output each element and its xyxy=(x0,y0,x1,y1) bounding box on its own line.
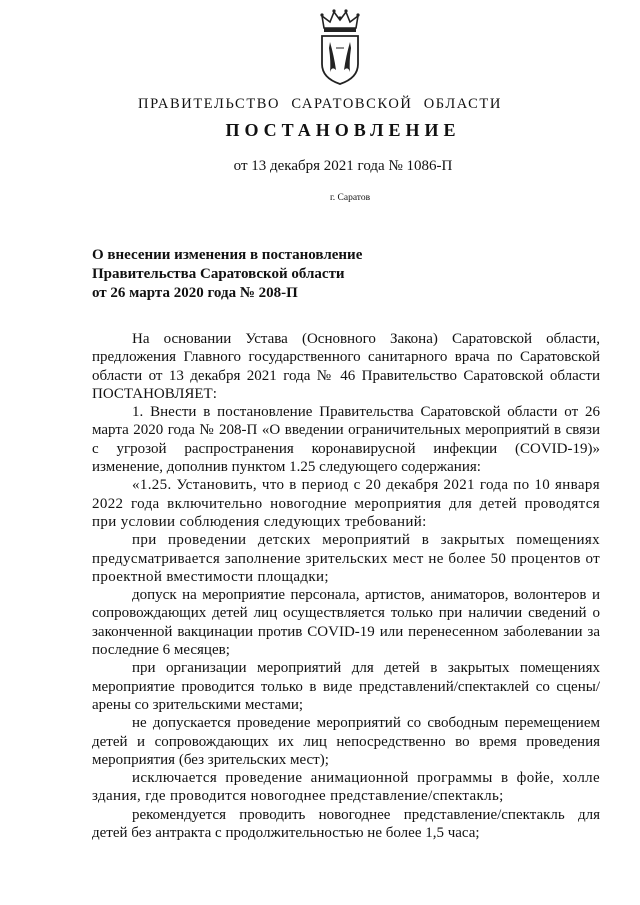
body-paragraph: «1.25. Установить, что в период с 20 декабря 2021 года по 10 января 2022 года включительно новогодние мероприятия для детей проводятся при условии соблюдения следующих требований: xyxy=(92,477,600,530)
subject-line: Правительства Саратовской области xyxy=(92,266,345,282)
body-paragraph: при организации мероприятий для детей в закрытых помещениях мероприятие проводится только в виде представлений/спектаклей со сцены/арены со зрительскими местами; xyxy=(92,660,600,713)
body-paragraph: допуск на мероприятие персонала, артистов, аниматоров, волонтеров и сопровождающих детей лиц осуществляется только при наличии сведений о законченной вакцинации против COVID-19 или перенесенном заболевании за последние 6 месяцев; xyxy=(92,587,600,659)
document-subject xyxy=(92,246,452,303)
organization-name: ПРАВИТЕЛЬСТВО САРАТОВСКОЙ ОБЛАСТИ xyxy=(138,96,502,112)
body-paragraph: На основании Устава (Основного Закона) Саратовской области, предложения Главного государственного санитарного врача по Саратовской области от 13 декабря 2021 года № 46 Правительство Саратовской области ПОСТАНОВЛЯЕТ: xyxy=(92,331,600,402)
subject-line: от 26 марта 2020 года № 208-П xyxy=(92,285,298,301)
document-date-number: от 13 декабря 2021 года № 1086-П xyxy=(233,158,453,174)
city-label: г. Саратов xyxy=(329,193,371,203)
document-body xyxy=(92,330,600,842)
coat-of-arms-icon xyxy=(318,8,362,86)
subject-line: О внесении изменения в постановление xyxy=(92,247,363,263)
body-paragraph: исключается проведение анимационной программы в фойе, холле здания, где проводится новогоднее представление/спектакль; xyxy=(92,770,600,805)
document-type: ПОСТАНОВЛЕНИЕ xyxy=(225,120,461,140)
body-paragraph: не допускается проведение мероприятий со свободным перемещением детей и сопровождающих их лиц непосредственно во время проведения мероприятия (без зрительских мест); xyxy=(92,715,600,768)
body-paragraph: при проведении детских мероприятий в закрытых помещениях предусматривается заполнение зрительских мест не более 50 процентов от проектной вместимости площадки; xyxy=(92,532,600,585)
body-paragraph: 1. Внести в постановление Правительства Саратовской области от 26 марта 2020 года № 208-П «О введении ограничительных мероприятий в связи с угрозой распространения коронавирусной инфекции (COVID-19)» изменение, дополнив пунктом 1.25 следующего содержания: xyxy=(92,404,600,476)
body-paragraph: рекомендуется проводить новогоднее представление/спектакль для детей без антракта с продолжительностью не более 1,5 часа; xyxy=(92,806,600,842)
